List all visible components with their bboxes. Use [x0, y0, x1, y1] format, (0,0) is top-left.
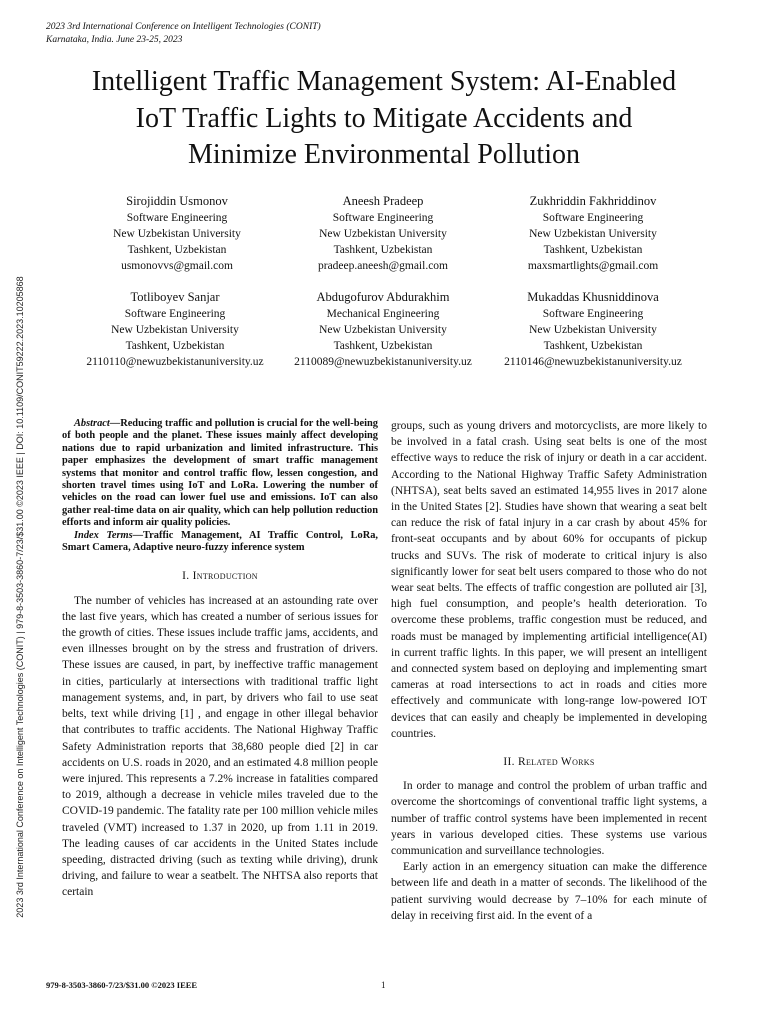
section-heading-introduction — [62, 568, 378, 584]
section-number: I. — [182, 570, 190, 583]
section-heading-related-works — [391, 754, 707, 770]
index-terms — [62, 530, 378, 555]
author-university: New Uzbekistan University — [113, 228, 241, 240]
author-department: Software Engineering — [542, 308, 644, 320]
section-title: Related Works — [517, 756, 595, 769]
author-university: New Uzbekistan University — [319, 324, 447, 336]
author-email: 2110110@newuzbekistanuniversity.uz — [86, 356, 264, 368]
index-terms-label: Index Terms — [74, 529, 133, 541]
author-university: New Uzbekistan University — [111, 324, 239, 336]
related-works-paragraph: In order to manage and control the problem of urban traffic and overcome the shortcomings of conventional traffic light systems, a number of traffic control systems have been implemented in recent years in various developed cities. These systems use various communication and surveillance technologies. — [391, 780, 707, 858]
author-department: Software Engineering — [542, 212, 644, 224]
intro-paragraph-continued: groups, such as young drivers and motorcyclists, are more likely to be involved in a fatal crash. Using seat belts is one of the most effective ways to reduce the risk of injury or death in a car accident. According to the National Highway Traffic Safety Administration (NHTSA), seat belts saved an estimated 14,955 lives in 2017 alone in the United States [2]. Studies have shown that wearing a seat belt can reduce the risk of fatal injury in a car crash by about 45% for front-seat occupants and by about 60% for occupants of pickup trucks and SUVs. The risk of moderate to critical injury is also significantly lower for seat belt users compared to those who do not wear seat belts. The effects of traffic congestion are polluted air [3], high fuel consumption, and people’s health deterioration. To overcome these problems, traffic congestion must be reduced, and roads must be managed by implementing artificial intelligence(AI) in current traffic lights. In this paper, we will present an intelligent and connected system based on deploying and implementing smart cameras at road intersections to act in roads and cities more effectively and communicate with long-range low-powered IOT devices that can easily and cheaply be implemented in developing countries. — [391, 420, 707, 740]
title-line-3: Minimize Environmental Pollution — [188, 139, 580, 170]
author-block — [268, 193, 498, 274]
conference-header — [46, 21, 321, 47]
page-number: 1 — [381, 980, 386, 990]
author-department: Software Engineering — [124, 308, 226, 320]
author-name: Totliboyev Sanjar — [130, 290, 220, 304]
left-column — [62, 418, 378, 901]
conference-name: 2023 3rd International Conference on Intelligent Technologies (CONIT) — [46, 22, 321, 32]
author-university: New Uzbekistan University — [319, 228, 447, 240]
author-name: Abdugofurov Abdurakhim — [316, 290, 450, 304]
conference-location-date: Karnataka, India. June 23-25, 2023 — [46, 35, 183, 45]
author-city: Tashkent, Uzbekistan — [127, 244, 227, 256]
doi-sidebar — [15, 276, 25, 918]
author-email: 2110089@newuzbekistanuniversity.uz — [294, 356, 472, 368]
author-city: Tashkent, Uzbekistan — [333, 244, 433, 256]
author-department: Software Engineering — [126, 212, 228, 224]
author-email: maxsmartlights@gmail.com — [527, 260, 659, 272]
author-name: Sirojiddin Usmonov — [126, 194, 228, 208]
author-name: Aneesh Pradeep — [342, 194, 424, 208]
title-line-1: Intelligent Traffic Management System: AI-Enabled — [91, 66, 677, 97]
author-name: Mukaddas Khusniddinova — [527, 290, 659, 304]
intro-paragraph: The number of vehicles has increased at an astounding rate over the last five years, which has created a number of serious issues for the growth of cities. These issues include traffic jams, accidents, and even illnesses brought on by the stress and frustration of drivers. These issues are caused, in part, by ineffective traffic management in cities, particularly at intersections with traditional traffic light management systems, and, in part, by drivers who fail to use seat belts, text while driving [1] , and engage in other illegal behavior that contributes to traffic accidents. The National Highway Traffic Safety Administration reports that 38,680 people died [2] in car accidents on U.S. roads in 2020, and an estimated 4.8 million people were injured. This represents a 7.2% increase in fatalities compared to 2019, although a decrease in vehicle miles traveled due to the COVID-19 pandemic. The fatality rate per 100 million vehicle miles traveled (VMT) increased to 1.37 in 2020, up from 1.11 in 2019. The leading causes of car accidents in the United States include speeding, distracted driving (such as texting while driving), drunk driving, and failure to wear a seatbelt. The NHTSA also reports that certain — [62, 594, 378, 899]
section-number: II. — [503, 756, 515, 769]
right-column — [391, 418, 707, 924]
author-city: Tashkent, Uzbekistan — [333, 340, 433, 352]
author-city: Tashkent, Uzbekistan — [543, 340, 643, 352]
section-title: Introduction — [192, 570, 258, 583]
related-works-paragraph: Early action in an emergency situation can make the difference between life and death in a matter of seconds. The likelihood of the patient surviving would decrease by 7–10% for each minute of delay in receiving first aid. In the event of a — [391, 861, 707, 922]
author-city: Tashkent, Uzbekistan — [543, 244, 643, 256]
author-email: 2110146@newuzbekistanuniversity.uz — [504, 356, 682, 368]
author-email: pradeep.aneesh@gmail.com — [317, 260, 448, 272]
author-department: Mechanical Engineering — [326, 308, 440, 320]
paper-title — [40, 64, 728, 174]
author-block — [462, 289, 724, 370]
author-name: Zukhriddin Fakhriddinov — [529, 194, 657, 208]
author-block — [478, 193, 708, 274]
title-line-2: IoT Traffic Lights to Mitigate Accidents and — [135, 102, 633, 134]
author-university: New Uzbekistan University — [529, 228, 657, 240]
author-city: Tashkent, Uzbekistan — [125, 340, 225, 352]
author-university: New Uzbekistan University — [529, 324, 657, 336]
author-email: usmonovvs@gmail.com — [121, 260, 233, 272]
footer-isbn: 979-8-3503-3860-7/23/$31.00 ©2023 IEEE — [46, 980, 198, 990]
author-block — [62, 193, 292, 274]
abstract — [62, 418, 378, 530]
abstract-text: —Reducing traffic and pollution is crucial for the well-being of both people and the planet. These issues mainly affect developing nations due to rapid urbanization and limited infrastructure. This paper emphasizes the development of smart traffic management systems that monitor and control traffic flow, lessen congestion, and shorten travel times using IoT and LoRa. Lowering the number of vehicles on the road can lower fuel use and emissions. IoT can also gather real-time data on air quality, which can help pollution reduction efforts and inform air quality policies. — [62, 418, 378, 529]
abstract-label: Abstract — [74, 418, 110, 429]
author-department: Software Engineering — [332, 212, 434, 224]
doi-sidebar-text: 2023 3rd International Conference on Intelligent Technologies (CONIT) | 979-8-3503-3860-7/23/$31.00 ©2023 IEEE | DOI: 10.1109/CONIT59222.2023.10205868 — [15, 276, 25, 918]
index-terms-text: —Traffic Management, AI Traffic Control, LoRa, Smart Camera, Adaptive neuro-fuzzy inference system — [62, 529, 378, 554]
